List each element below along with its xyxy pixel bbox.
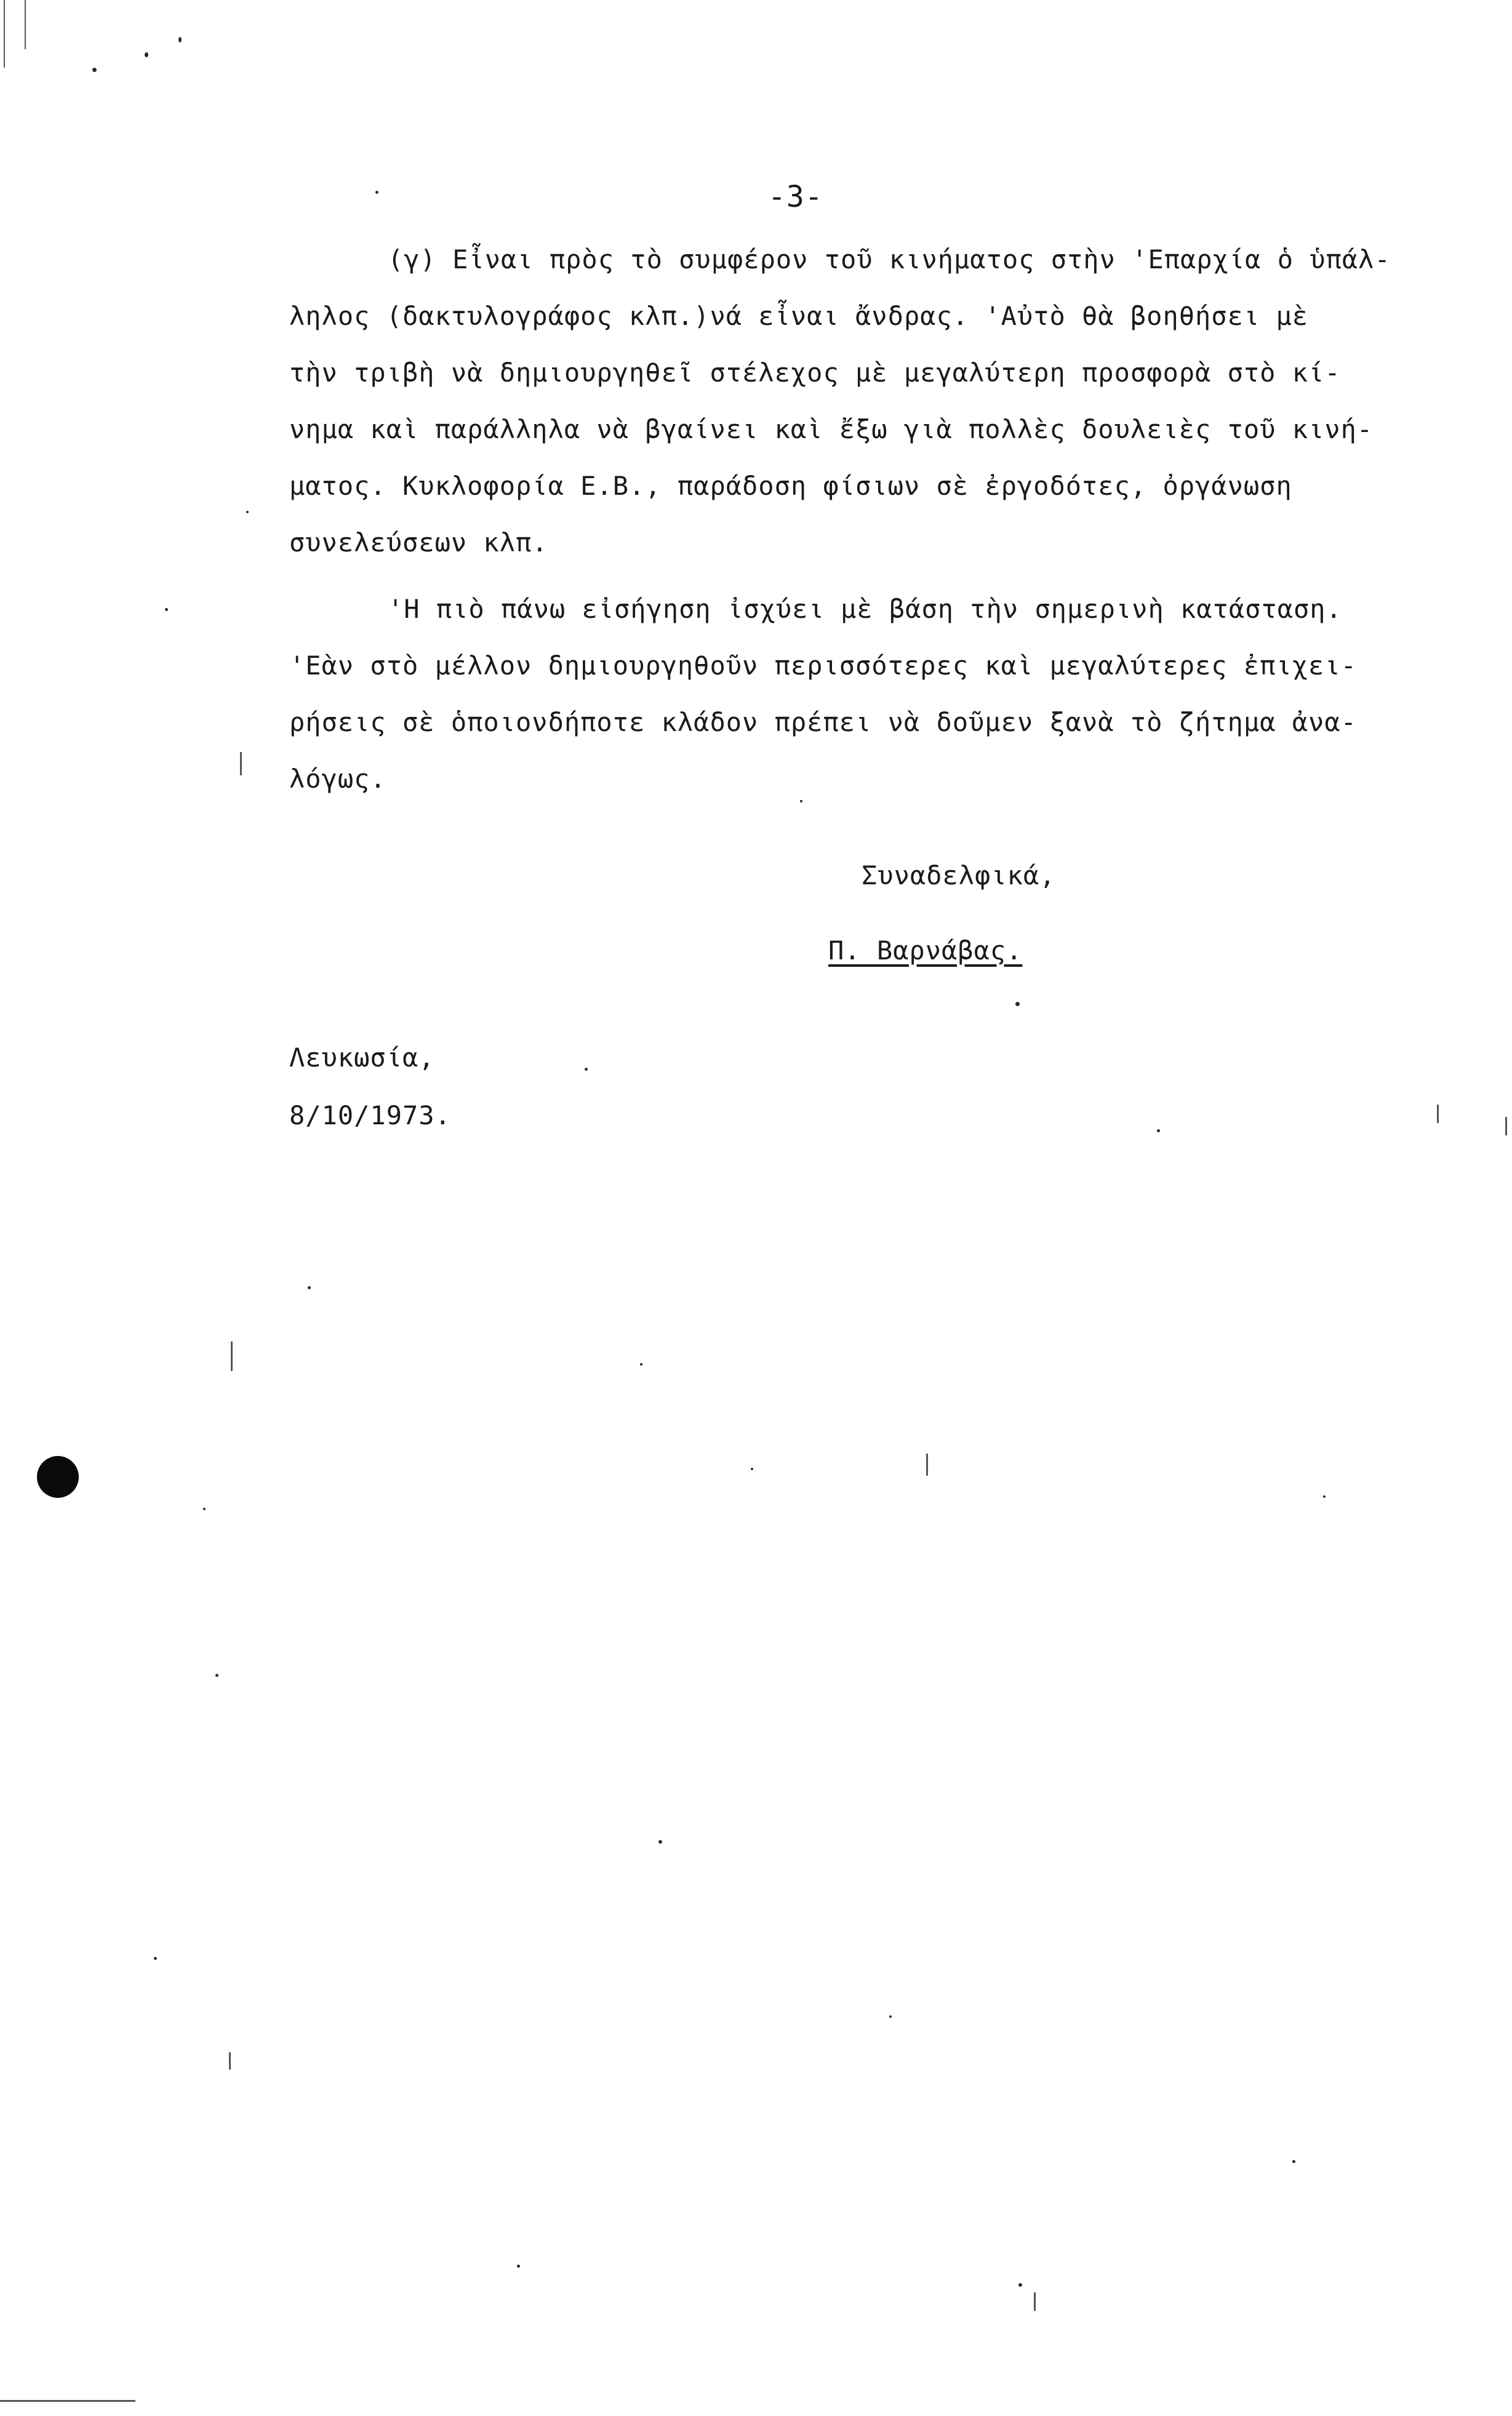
scan-edge-mark bbox=[0, 2400, 135, 2402]
paragraph-line: συνελεύσεων κλπ. bbox=[289, 527, 548, 558]
scan-edge-mark bbox=[926, 1454, 928, 1476]
paragraph-line: ληλος (δακτυλογράφος κλπ.)νά εἶναι ἄνδρας. 'Αὐτὸ θὰ βοηθήσει μὲ bbox=[289, 301, 1309, 331]
scan-speck bbox=[517, 2265, 520, 2268]
paragraph-line: (γ) Εἶναι πρὸς τὸ συμφέρον τοῦ κινήματος στὴν 'Επαρχία ὁ ὑπάλ- bbox=[388, 244, 1391, 274]
place-line: Λευκωσία, bbox=[289, 1042, 435, 1073]
scan-edge-mark bbox=[4, 0, 5, 68]
scan-speck bbox=[1157, 1129, 1160, 1132]
scan-speck bbox=[92, 68, 97, 72]
scan-edge-mark bbox=[240, 752, 242, 775]
scan-speck bbox=[308, 1286, 311, 1289]
scan-edge-mark bbox=[231, 1342, 233, 1371]
date-line: 8/10/1973. bbox=[289, 1100, 451, 1130]
scan-speck bbox=[658, 1840, 662, 1844]
scan-edge-mark bbox=[25, 0, 26, 49]
scan-speck bbox=[203, 1508, 206, 1510]
scan-speck bbox=[800, 800, 802, 802]
page-number: -3- bbox=[768, 180, 823, 214]
scan-edge-mark bbox=[1437, 1105, 1439, 1123]
scan-speck bbox=[154, 1957, 157, 1960]
scan-speck bbox=[751, 1468, 753, 1470]
scan-speck bbox=[1015, 1002, 1020, 1006]
paragraph-line: 'Η πιὸ πάνω εἰσήγηση ἰσχύει μὲ βάση τὴν σημερινὴ κατάσταση. bbox=[388, 594, 1342, 624]
scan-speck bbox=[640, 1363, 642, 1366]
paragraph-line: τὴν τριβὴ νὰ δημιουργηθεῖ στέλεχος μὲ μεγαλύτερη προσφορὰ στὸ κί- bbox=[289, 358, 1341, 388]
scan-speck bbox=[1323, 1495, 1326, 1498]
signature-name: Π. Βαρνάβας. bbox=[828, 935, 1023, 966]
paragraph-line: ματος. Κυκλοφορία Ε.Β., παράδοση φίσιων σὲ ἐργοδότες, ὀργάνωση bbox=[289, 471, 1292, 501]
paragraph-gamma bbox=[289, 231, 1391, 571]
paragraph-line: λόγως. bbox=[289, 764, 386, 794]
scan-speck bbox=[585, 1068, 588, 1071]
hole-punch-mark bbox=[37, 1456, 79, 1498]
paragraph-line: νημα καὶ παράλληλα νὰ βγαίνει καὶ ἔξω γιὰ πολλὲς δουλειὲς τοῦ κινή- bbox=[289, 414, 1374, 444]
scan-speck bbox=[178, 37, 182, 42]
paragraph-conclusion bbox=[289, 581, 1360, 807]
scan-edge-mark bbox=[229, 2052, 231, 2070]
scan-speck bbox=[215, 1674, 218, 1677]
paragraph-line: ρήσεις σὲ ὁποιονδήποτε κλάδον πρέπει νὰ δοῦμεν ξανὰ τὸ ζήτημα ἀνα- bbox=[289, 707, 1357, 737]
scan-speck bbox=[145, 52, 148, 57]
scan-edge-mark bbox=[1034, 2292, 1036, 2311]
scan-speck bbox=[165, 608, 168, 611]
scan-speck bbox=[889, 2015, 892, 2018]
scan-speck bbox=[1018, 2283, 1022, 2287]
scan-edge-mark bbox=[1505, 1117, 1507, 1135]
paragraph-line: 'Εὰν στὸ μέλλον δημιουργηθοῦν περισσότερες καὶ μεγαλύτερες ἐπιχει- bbox=[289, 650, 1357, 681]
closing-salutation: Συναδελφικά, bbox=[862, 860, 1056, 890]
scan-speck bbox=[375, 191, 378, 194]
scan-speck bbox=[246, 511, 249, 513]
scan-speck bbox=[1292, 2160, 1295, 2163]
